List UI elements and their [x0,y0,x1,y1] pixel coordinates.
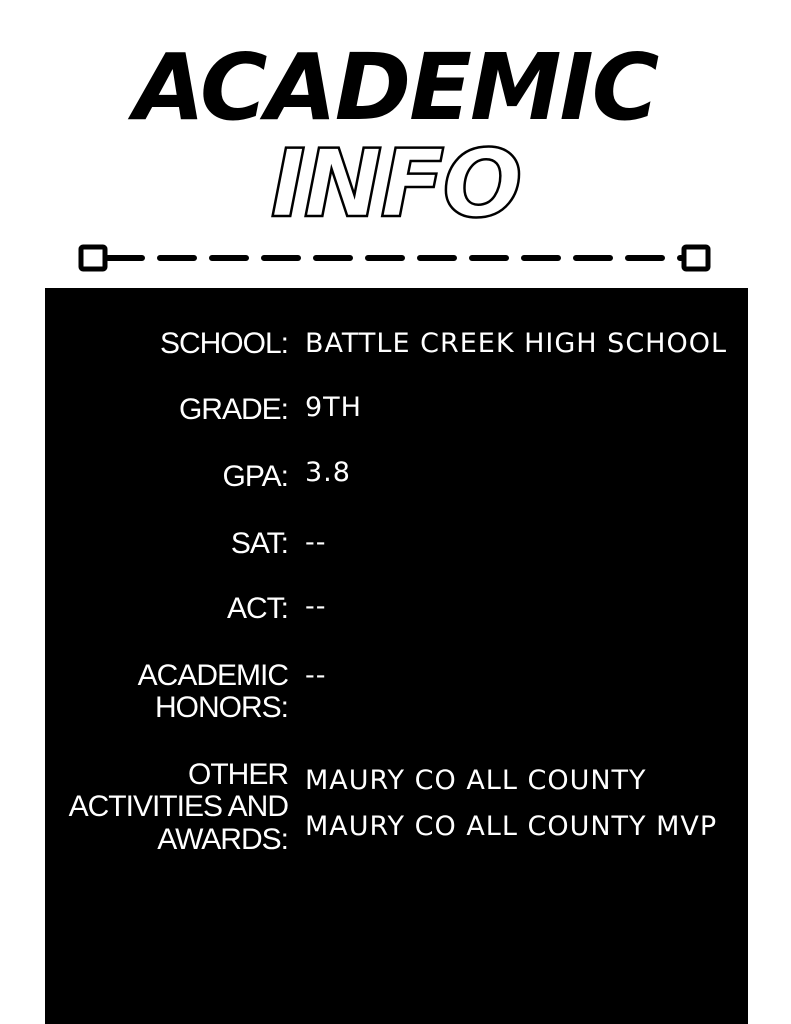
school-value: BATTLE CREEK HIGH SCHOOL [305,328,728,359]
decorative-divider [78,241,714,275]
sat-value: -- [305,527,327,558]
honors-value: -- [305,660,327,691]
act-label: ACT: [226,592,288,625]
school-label: SCHOOL: [159,327,288,360]
activities-label-line1: OTHER [188,758,288,791]
act-value: -- [305,591,327,622]
info-panel [45,288,748,1024]
activity-item: MAURY CO ALL COUNTY [305,765,647,796]
sat-label: SAT: [230,527,288,560]
gpa-value: 3.8 [305,457,351,488]
activities-label-line3: AWARDS: [157,823,288,856]
activity-item: MAURY CO ALL COUNTY MVP [305,811,718,842]
honors-label-line2: HONORS: [154,691,288,724]
page-title: ACADEMIC [133,34,658,141]
grade-label: GRADE: [178,393,288,426]
gpa-label: GPA: [222,460,288,493]
activities-label-line2: ACTIVITIES AND [68,790,288,823]
grade-value: 9TH [305,392,362,423]
honors-label-line1: ACADEMIC [137,659,288,692]
page-subtitle: INFO [270,130,521,239]
